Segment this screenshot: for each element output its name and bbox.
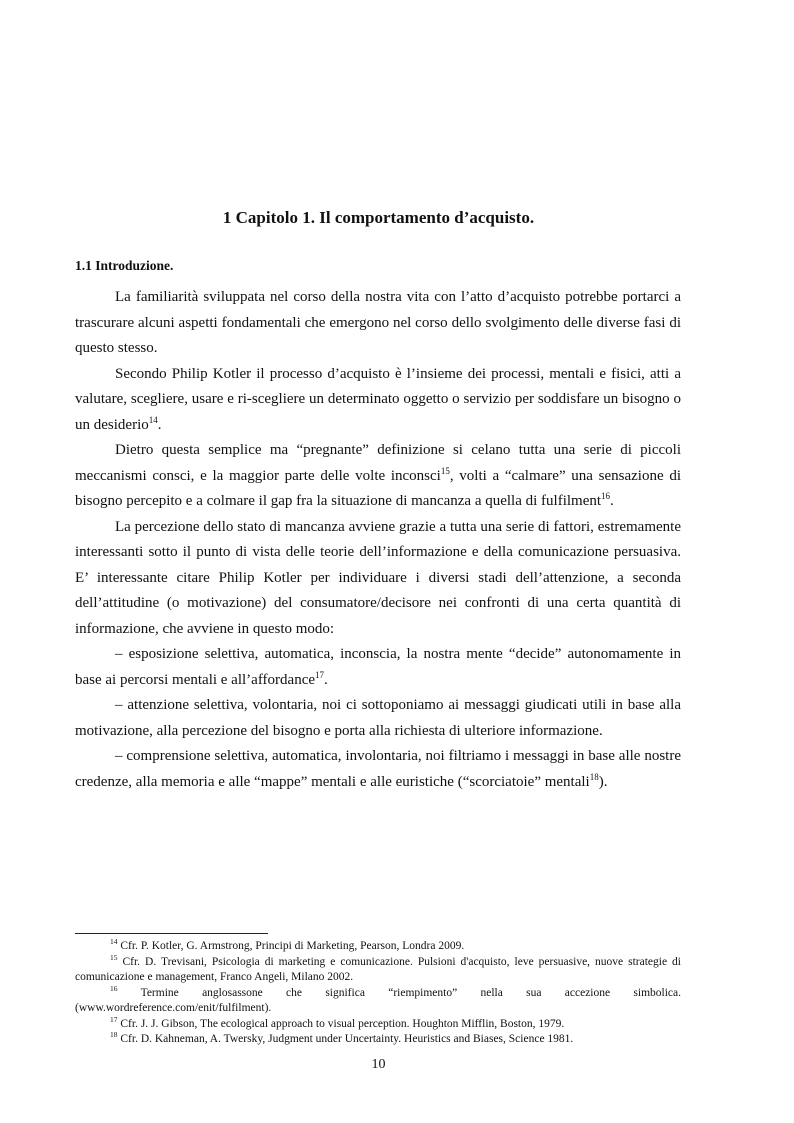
body-text — [75, 285, 681, 795]
paragraph: Dietro questa semplice ma “pregnante” definizione si celano tutta una serie di piccoli meccanismi consci, e la maggior parte delle volte inconsci$^{15}$, volti a “calmare” una sensazione di bisogno percepito e a colmare il gap fra la situazione di mancanza a quella di fulfilment$^{16}$. — [75, 442, 681, 509]
paragraph: La percezione dello stato di mancanza avviene grazie a tutta una serie di fattori, estremamente interessanti sotto il punto di vista delle teorie dell’informazione e della comunicazione persuasiva. E’ interessante citare Philip Kotler per individuare i diversi stadi dell’attenzione, a seconda dell’attitudine (o motivazione) del consumatore/decisore nei confronti di una certa quantità di informazione, che avviene in questo modo: — [75, 518, 681, 637]
footnotes — [75, 939, 681, 1048]
list-item: – esposizione selettiva, automatica, inconscia, la nostra mente “decide” autonomamente in base ai percorsi mentali e all’affordance$^{17}$. — [75, 646, 681, 688]
footnote-ref[interactable]: 17 — [315, 669, 325, 680]
paragraph: La familiarità sviluppata nel corso della nostra vita con l’atto d’acquisto potrebbe portarci a trascurare alcuni aspetti fondamentali che emergono nel corso dello svolgimento delle diverse fasi di questo stesso. — [75, 289, 681, 356]
footnote-ref[interactable]: 15 — [440, 465, 450, 476]
footnote-ref[interactable]: 16 — [601, 491, 611, 501]
list-item: – comprensione selettiva, automatica, involontaria, noi filtriamo i messaggi in base alle nostre credenze, alla memoria e alle “mappe” mentali e alle euristiche (“scorciatoie” mentali$^{18}$). — [75, 748, 681, 790]
footnote: $^{16}$ Termine anglosassone che significa “riempimento” nella sua accezione simbolica. (www.wordreference.com/enit/fulfilment). — [75, 983, 682, 1014]
list-item: – attenzione selettiva, volontaria, noi ci sottoponiamo ai messaggi giudicati utili in base alla motivazione, alla percezione del bisogno e porta alla richiesta di ulteriore informazione. — [75, 697, 681, 739]
footnote: $^{15}$ Cfr. D. Trevisani, Psicologia di marketing e comunicazione. Pulsioni d'acquisto, leve persuasive, nuove strategie di comunicazione e management, Franco Angeli, Milano 2002. — [75, 952, 681, 983]
footnote: $^{14}$ Cfr. P. Kotler, G. Armstrong, Principi di Marketing, Pearson, Londra 2009. — [110, 937, 465, 952]
paragraph: Secondo Philip Kotler il processo d’acquisto è l’insieme dei processi, mentali e fisici, atti a valutare, scegliere, usare e ri-scegliere un determinato oggetto o servizio per soddisfare un bisogno o un desiderio$^{14}$. — [75, 365, 681, 433]
section-heading: 1.1 Introduzione. — [75, 258, 174, 273]
footnote-ref[interactable]: 14 — [148, 414, 158, 425]
footnote: $^{18}$ Cfr. D. Kahneman, A. Twersky, Judgment under Uncertainty. Heuristics and Biases, Science 1981. — [110, 1030, 574, 1045]
footnote: $^{17}$ Cfr. J. J. Gibson, The ecological approach to visual perception. Houghton Mifflin, Boston, 1979. — [110, 1014, 565, 1030]
footnote-ref[interactable]: 18 — [589, 771, 599, 782]
footnote-divider — [75, 933, 268, 934]
page-number: 10 — [371, 1057, 386, 1072]
chapter-title: 1 Capitolo 1. Il comportamento d’acquisto. — [222, 208, 535, 227]
